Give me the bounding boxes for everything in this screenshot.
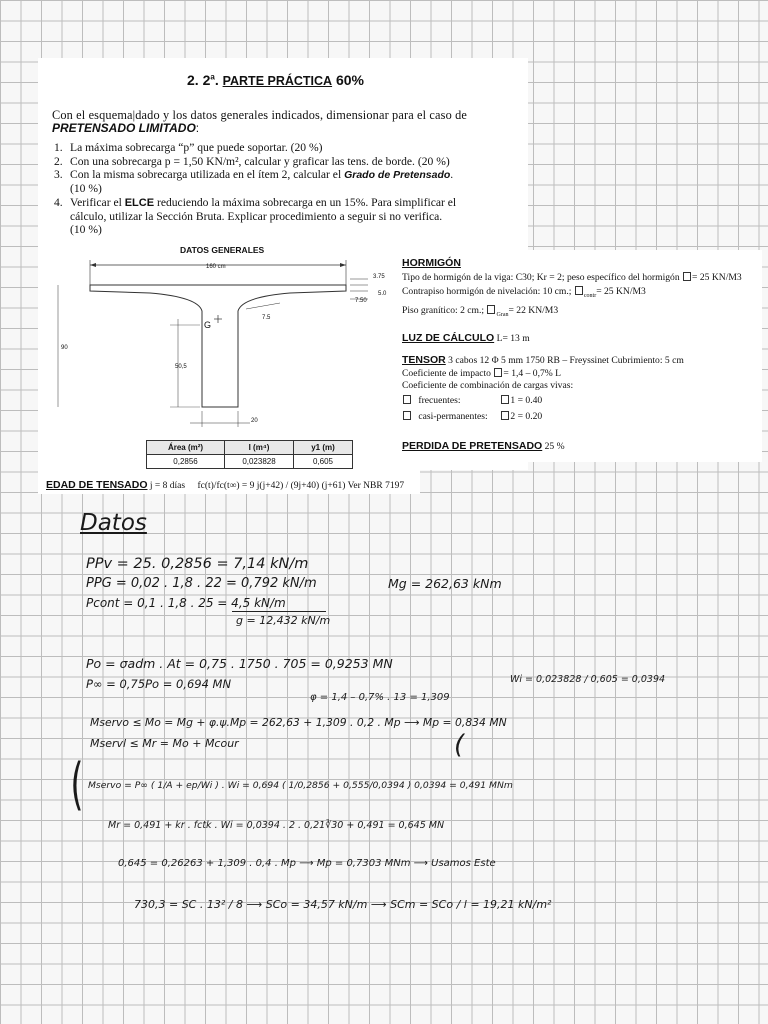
luz-title: LUZ DE CÁLCULO — [402, 332, 495, 344]
note-mserv-1: Mservo ≤ Mo = Mg + φ.ψ.Mp = 262,63 + 1,309 . 0,2 . Mp ⟶ Mp = 0,834 MN — [90, 716, 507, 729]
intro-line-1: Con el esquema|dado y los datos generales indicados, dimensionar para el caso de — [52, 108, 468, 122]
dim-90: 90 — [61, 345, 68, 351]
cell-area: 0,2856 — [147, 455, 225, 469]
note-pinf: P∞ = 0,75Po = 0,694 MN — [86, 677, 232, 691]
question-4: 4. Verificar el ELCE reduciendo la máxima sobrecarga en un 15%. Para simplificar el cálculo, utilizar la Sección Bruta. Explicar procedimiento a seguir si no verifica. (10 %) — [54, 196, 457, 236]
note-sc: 730,3 = SC . 13² / 8 ⟶ SCo = 34,57 kN/m ⟶ SCm = SCo / l = 19,21 kN/m² — [134, 898, 552, 911]
tensor-line-5: casi-permanentes: 2 = 0.20 — [402, 411, 684, 422]
note-mr: Mr = 0,491 + kr . fctk . Wi = 0,0394 . 2 . 0,21∛30 + 0,491 = 0,645 MN — [108, 820, 445, 831]
hormigon-line-2: Contrapiso hormigón de nivelación: 10 cm.; $_{contr}$= 25 KN/M3 — [402, 286, 646, 299]
question-1: 1. La máxima sobrecarga “p” que puede soportar. (20 %) — [54, 141, 323, 154]
dim-50-5: 50,5 — [175, 364, 187, 370]
question-2: 2. Con una sobrecarga p = 1,50 KN/m², calcular y graficar las tens. de borde. (20 %) — [54, 155, 450, 168]
dim-5-0: 5.0 — [378, 291, 387, 297]
note-g: g = 12,432 kN/m — [236, 614, 331, 627]
section-title: 2. 2$^a$. PARTE PRÁCTICA 60% — [187, 72, 365, 88]
table-header-row — [147, 441, 353, 455]
note-ppg: PPG = 0,02 . 1,8 . 22 = 0,792 kN/m — [86, 576, 317, 591]
note-phi: φ = 1,4 – 0,7% . 13 = 1,309 — [310, 692, 450, 703]
perdida-title: PERDIDA DE PRETENSADO — [402, 440, 543, 452]
header-y1: y1 (m) — [294, 441, 353, 455]
note-eq: 0,645 = 0,26263 + 1,309 . 0,4 . Mp ⟶ Mp = 0,7303 MNm ⟶ Usamos Este — [118, 858, 496, 869]
note-mg: Mg = 262,63 kNm — [388, 576, 502, 591]
note-bracket: ( — [70, 752, 84, 817]
dim-7-5: 7.5 — [262, 315, 271, 321]
tensor-line-3: Coeficiente de combinación de cargas vivas: — [402, 380, 574, 391]
header-area: Área (m²) — [147, 441, 225, 455]
note-mserv-2: Mservl ≤ Mr = Mo + Mcour — [90, 737, 239, 750]
hormigon-line-1: Tipo de hormigón de la viga: C30; Kr = 2; peso específico del hormigón = 25 KN/M3 — [402, 272, 742, 283]
cell-inertia: 0,023828 — [225, 455, 294, 469]
t-beam-diagram — [50, 255, 390, 435]
tensor-line-2: Coeficiente de impacto = 1,4 – 0,7% L — [402, 368, 562, 379]
diagram-title: DATOS GENERALES — [180, 245, 265, 255]
tensor-line-4: frecuentes: 1 = 0.40 — [402, 395, 684, 406]
hormigon-line-3: Piso granítico: 2 cm.; $_{Gran}$= 22 KN/M3 — [402, 304, 559, 318]
notes-heading: Datos — [80, 510, 147, 536]
question-3: 3. Con la misma sobrecarga utilizada en el ítem 2, calcular el Grado de Pretensado. (10 %) — [54, 168, 454, 195]
note-ppv: PPv = 25. 0,2856 = 7,14 kN/m — [86, 556, 309, 572]
luz-value: L= 13 m — [496, 333, 530, 344]
dim-20: 20 — [251, 418, 258, 424]
edad-line: EDAD DE TENSADO j = 8 días fc(t)/fc(t∞) = 9 j(j+42) / (9j+40) (j+61) Ver NBR 7197 — [46, 479, 405, 491]
section-properties-table — [146, 440, 353, 469]
tensor-block — [402, 355, 684, 422]
note-wi: Wi = 0,023828 / 0,605 = 0,0394 — [510, 674, 666, 685]
perdida-value: 25 % — [544, 441, 565, 452]
hormigon-block — [402, 258, 742, 321]
table-row — [147, 455, 353, 469]
header-inertia: I (m⁴) — [225, 441, 294, 455]
note-underline — [232, 611, 326, 612]
hormigon-title: HORMIGÓN — [402, 257, 461, 269]
note-mserv-3: Mservo = P∞ ( 1/A + ep/Wi ) . Wi = 0,694 ( 1/0,2856 + 0,555/0,0394 ) 0,0394 = 0,491 MNm — [88, 780, 513, 791]
dim-3-75: 3.75 — [373, 274, 385, 280]
perdida-block — [402, 441, 565, 452]
tensor-line-1: TENSOR 3 cabos 12 Φ 5 mm 1750 RB – Freyssinet Cubrimiento: 5 cm — [402, 354, 684, 366]
note-p0: Po = σadm . At = 0,75 . 1750 . 705 = 0,9253 MN — [86, 656, 393, 671]
intro-line-2: PRETENSADO LIMITADO: — [52, 121, 200, 135]
dim-width: 160 cm — [206, 264, 226, 270]
note-arrow: ( — [454, 730, 465, 760]
luz-block — [402, 333, 530, 344]
note-pcont: Pcont = 0,1 . 1,8 . 25 = 4,5 kN/m — [86, 596, 286, 610]
dim-7-50: 7.50 — [355, 298, 367, 304]
centroid-label: G — [204, 320, 212, 330]
cell-y1: 0,605 — [294, 455, 353, 469]
